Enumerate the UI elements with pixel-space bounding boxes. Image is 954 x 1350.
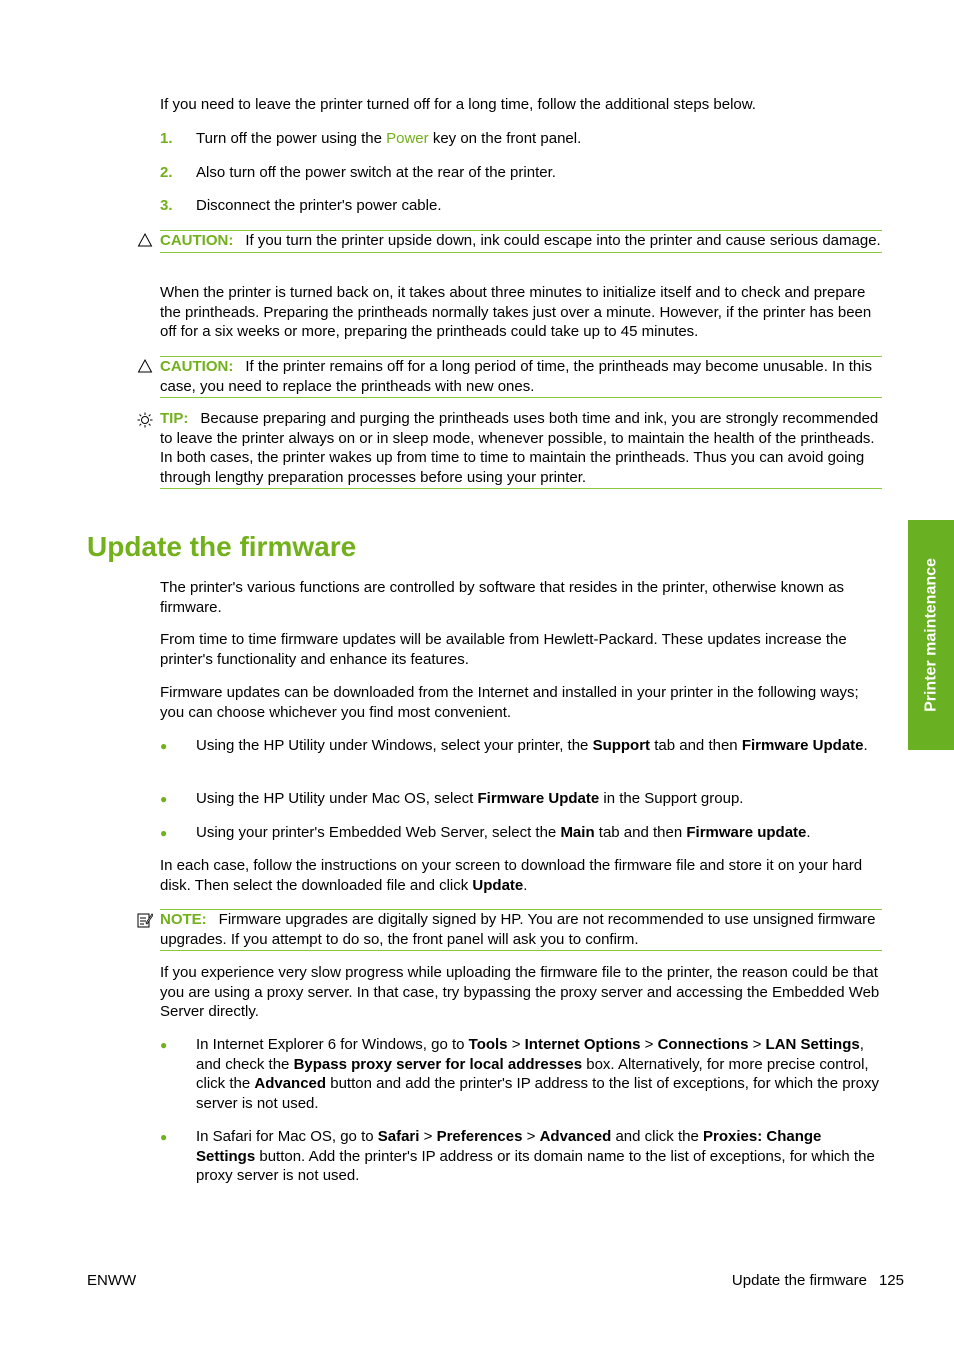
item-bold: Firmware Update: [741, 737, 864, 754]
para-text: .: [523, 876, 528, 894]
item-bold: Advanced: [254, 1075, 327, 1092]
item-bold: Internet Options: [524, 1036, 641, 1053]
step-number: 3.: [160, 197, 173, 214]
note-icon: [137, 912, 153, 928]
note-box: [160, 909, 882, 951]
step-text: Turn off the power using the: [196, 130, 387, 147]
step-1: [0, 129, 954, 149]
chapter-side-tab-label: Printer maintenance: [922, 558, 940, 712]
caution-label: CAUTION:: [160, 358, 234, 375]
item-text: and click the: [611, 1128, 703, 1145]
note-text: Firmware upgrades are digitally signed by HP. You are not recommended to use unsigned firmware upgrades. If you attempt to do so, the front panel will ask you to confirm.: [160, 911, 876, 948]
caution-box-1: [160, 230, 882, 253]
para-text: In each case, follow the instructions on your screen to download the firmware file and store it on your hard disk. Then select the downloaded file and click: [160, 857, 863, 894]
bullet-icon: ●: [160, 826, 168, 840]
item-bold: Safari: [377, 1128, 420, 1145]
page-number: 125: [878, 1272, 904, 1289]
item-bold: Advanced: [539, 1128, 612, 1145]
item-text: tab and then: [594, 824, 687, 841]
item-bold: Tools: [468, 1036, 508, 1053]
step-text: key on the front panel.: [428, 130, 582, 147]
instructions-paragraph: [160, 856, 882, 895]
intro-paragraph: If you need to leave the printer turned off for a long time, follow the additional steps below.: [160, 96, 756, 113]
item-bold: LAN Settings: [765, 1036, 860, 1053]
item-bold: Firmware update: [686, 824, 807, 841]
item-text: in the Support group.: [599, 790, 744, 807]
caution-label: CAUTION:: [160, 232, 234, 249]
proxy-paragraph: If you experience very slow progress while uploading the firmware file to the printer, the reason could be that you are using a proxy server. In that case, try bypassing the proxy server and accessing the Embedded Web Server directly.: [160, 964, 880, 1020]
bullet-icon: ●: [160, 1038, 168, 1052]
item-text: >: [748, 1036, 766, 1053]
item-bold: Preferences: [436, 1128, 523, 1145]
note-label: NOTE:: [160, 911, 207, 928]
chapter-side-tab: [908, 520, 954, 750]
item-text: .: [863, 737, 868, 754]
caution-text: If you turn the printer upside down, ink could escape into the printer and cause serious damage.: [245, 232, 881, 249]
item-text: Using the HP Utility under Mac OS, select: [196, 790, 478, 807]
item-bold: Support: [592, 737, 651, 754]
step-number: 1.: [160, 130, 173, 147]
tip-box: [160, 409, 882, 489]
item-text: button and add the printer's IP address to the list of exceptions, for which the proxy server is not used.: [196, 1075, 879, 1112]
power-key-label: Power: [386, 130, 429, 147]
item-text: , and check the: [196, 1036, 864, 1073]
item-text: tab and then: [650, 737, 742, 754]
step-3: [0, 196, 954, 216]
para-bold: Update: [472, 876, 524, 894]
step-text: Also turn off the power switch at the rear of the printer.: [196, 164, 556, 181]
footer-right: [732, 1271, 904, 1291]
item-text: button. Add the printer's IP address or its domain name to the list of exceptions, for which the proxy server is not used.: [196, 1147, 875, 1184]
item-text: In Internet Explorer 6 for Windows, go to: [196, 1036, 469, 1053]
item-text: .: [806, 824, 811, 841]
caution-icon: [137, 232, 153, 248]
power-on-paragraph: When the printer is turned back on, it takes about three minutes to initialize itself and to check and prepare the printheads. Preparing the printheads normally takes just over a minute. However, if the printer has been off for a six weeks or more, preparing the printheads could take up to 45 minutes.: [160, 284, 872, 340]
caution-box-2: [160, 356, 882, 398]
item-bold: Firmware Update: [477, 790, 600, 807]
lightbulb-icon: [137, 412, 153, 428]
caution-text: If the printer remains off for a long period of time, the printheads may become unusable. In this case, you need to replace the printheads with new ones.: [160, 358, 873, 395]
caution-icon: [137, 358, 153, 374]
firmware-updates-paragraph: From time to time firmware updates will be available from Hewlett-Packard. These updates increase the printer's functionality and enhance its features.: [160, 631, 847, 668]
item-bold: Connections: [657, 1036, 749, 1053]
tip-label: TIP:: [160, 410, 189, 427]
item-text: >: [522, 1128, 540, 1145]
download-ways-paragraph: Firmware updates can be downloaded from the Internet and installed in your printer in the following ways; you can choose whichever you find most convenient.: [160, 684, 859, 721]
tip-text: Because preparing and purging the printheads uses both time and ink, you are strongly recommended to leave the printer always on or in sleep mode, whenever possible, to maintain the health of the printheads. In both cases, the printer wakes up from time to time to maintain the printheads. Thus you can avoid going through lengthy preparation processes before using your printer.: [160, 410, 879, 486]
item-text: Using the HP Utility under Windows, select your printer, the: [196, 737, 593, 754]
item-text: >: [640, 1036, 658, 1053]
item-bold: Main: [560, 824, 595, 841]
bullet-icon: ●: [160, 792, 168, 806]
firmware-intro-paragraph: The printer's various functions are controlled by software that resides in the printer, otherwise known as firmware.: [160, 579, 845, 616]
step-number: 2.: [160, 164, 173, 181]
item-text: Using your printer's Embedded Web Server, select the: [196, 824, 561, 841]
section-heading: Update the firmware: [87, 531, 357, 562]
item-text: In Safari for Mac OS, go to: [196, 1128, 378, 1145]
item-text: >: [507, 1036, 525, 1053]
step-2: [0, 163, 954, 183]
item-text: >: [419, 1128, 437, 1145]
step-text: Disconnect the printer's power cable.: [196, 197, 442, 214]
item-bold: Proxies: Change Settings: [196, 1128, 822, 1165]
footer-section-title: Update the firmware: [731, 1272, 867, 1289]
item-bold: Bypass proxy server for local addresses: [293, 1055, 583, 1073]
footer-left: ENWW: [87, 1272, 137, 1289]
bullet-icon: ●: [160, 739, 168, 753]
bullet-icon: ●: [160, 1130, 168, 1144]
item-text: box. Alternatively, for more precise control, click the: [196, 1055, 869, 1092]
